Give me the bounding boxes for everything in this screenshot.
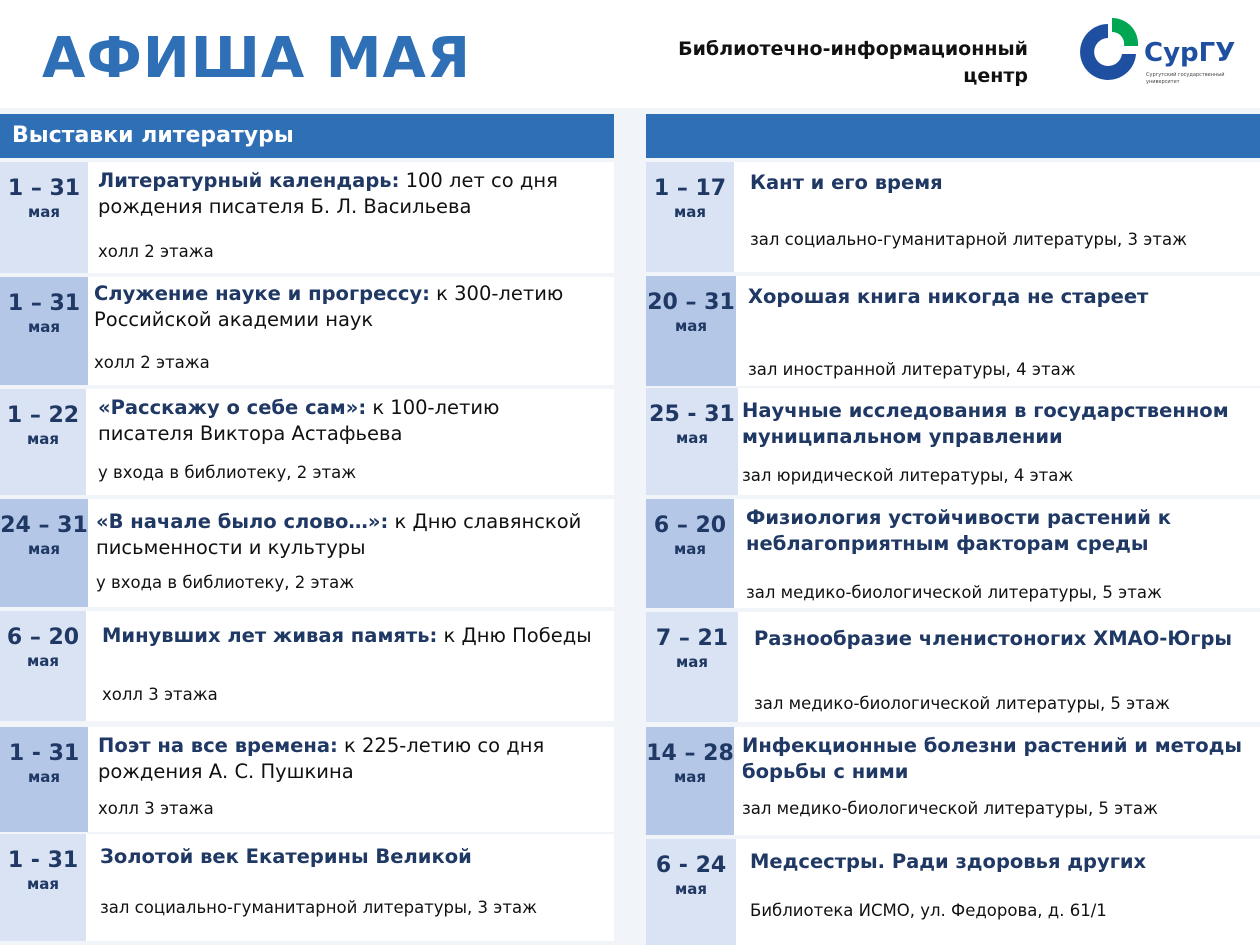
event-date-range: 14 – 28 xyxy=(646,741,734,766)
event-date xyxy=(0,389,86,495)
event-date-range: 1 – 31 xyxy=(7,176,81,201)
event-location: у входа в библиотеку, 2 этаж xyxy=(98,463,357,482)
event-content xyxy=(734,727,1260,835)
event-title xyxy=(742,733,1246,785)
event-date-range: 1 – 31 xyxy=(7,291,81,316)
event-row xyxy=(646,612,1260,722)
event-row xyxy=(646,388,1260,495)
event-date-month: мая xyxy=(673,203,706,221)
event-date-month: мая xyxy=(673,768,706,786)
event-date-month: мая xyxy=(27,540,60,558)
event-title xyxy=(748,284,1246,310)
event-location: зал социально-гуманитарной литературы, 3 этаж xyxy=(100,898,537,917)
event-row xyxy=(0,727,614,832)
event-subtitle: 100 лет со дня рождения писателя Б. Л. Васильева xyxy=(98,169,558,218)
event-date xyxy=(646,276,736,386)
event-date xyxy=(646,612,738,722)
event-subtitle: к 225-летию со дня рождения А. С. Пушкина xyxy=(98,734,545,783)
event-title-bold: Физиология устойчивости растений к неблагоприятным факторам среды xyxy=(746,506,1171,555)
event-subtitle: к 300-летию Российской академии наук xyxy=(94,282,564,331)
event-date xyxy=(646,499,734,608)
event-date-month: мая xyxy=(675,429,708,447)
event-date xyxy=(0,499,88,607)
event-date-month: мая xyxy=(27,203,60,221)
event-location: холл 3 этажа xyxy=(98,799,214,818)
event-title xyxy=(746,505,1246,557)
event-date-range: 7 – 21 xyxy=(655,626,729,651)
event-date-month: мая xyxy=(674,317,707,335)
event-content xyxy=(734,499,1260,608)
event-date-range: 6 - 24 xyxy=(655,853,727,878)
page-title: АФИША МАЯ xyxy=(42,26,471,91)
logo-subtitle: Сургутский государственный университет xyxy=(1146,72,1225,85)
event-row xyxy=(0,611,614,721)
event-title-bold: Инфекционные болезни растений и методы борьбы с ними xyxy=(742,734,1242,783)
event-row xyxy=(0,389,614,495)
event-date-range: 20 – 31 xyxy=(647,290,735,315)
event-date-month: мая xyxy=(673,540,706,558)
event-title-bold: Минувших лет живая память: xyxy=(102,624,438,647)
event-content xyxy=(736,839,1260,945)
event-row xyxy=(646,727,1260,835)
event-title-bold: «В начале было слово…»: xyxy=(96,510,389,533)
event-title-bold: Научные исследования в государственном муниципальном управлении xyxy=(742,399,1229,448)
event-title xyxy=(98,168,600,220)
event-content xyxy=(738,612,1260,722)
event-content xyxy=(738,388,1260,495)
event-date-range: 24 – 31 xyxy=(0,513,88,538)
event-title xyxy=(96,509,600,561)
event-location: зал юридической литературы, 4 этаж xyxy=(742,466,1074,485)
event-title xyxy=(102,623,600,649)
center-name-line2: центр xyxy=(963,65,1028,87)
event-location: зал медико-биологической литературы, 5 этаж xyxy=(754,694,1170,713)
event-location: зал иностранной литературы, 4 этаж xyxy=(748,360,1076,379)
event-title-bold: Золотой век Екатерины Великой xyxy=(100,845,472,868)
event-title xyxy=(750,849,1246,875)
event-location: Библиотека ИСМО, ул. Федорова, д. 61/1 xyxy=(750,901,1107,920)
event-title xyxy=(750,170,1246,196)
event-date xyxy=(0,834,86,941)
event-row xyxy=(0,499,614,607)
event-location: зал социально-гуманитарной литературы, 3 этаж xyxy=(750,230,1187,249)
event-content xyxy=(88,162,614,273)
event-date-range: 25 - 31 xyxy=(649,402,735,427)
event-content xyxy=(88,727,614,832)
event-location: холл 3 этажа xyxy=(102,685,218,704)
event-date xyxy=(646,839,736,945)
event-title-bold: Медсестры. Ради здоровья других xyxy=(750,850,1147,873)
event-location: холл 2 этажа xyxy=(98,242,214,261)
event-date xyxy=(0,277,88,385)
event-date-range: 1 - 31 xyxy=(7,848,79,873)
event-date-range: 1 – 22 xyxy=(6,403,80,428)
event-title-bold: Кант и его время xyxy=(750,171,943,194)
event-title xyxy=(100,844,600,870)
event-date xyxy=(646,727,734,835)
event-location: у входа в библиотеку, 2 этаж xyxy=(96,573,355,592)
event-date-range: 1 – 17 xyxy=(653,176,727,201)
event-date-range: 6 – 20 xyxy=(653,513,727,538)
event-location: зал медико-биологической литературы, 5 этаж xyxy=(746,583,1162,602)
event-date xyxy=(0,162,88,273)
event-content xyxy=(86,389,614,495)
event-title xyxy=(742,398,1246,450)
event-row xyxy=(0,277,614,385)
event-content xyxy=(736,276,1260,386)
event-date xyxy=(0,611,86,721)
surgu-logo xyxy=(1078,16,1238,96)
event-subtitle: к 100-летию писателя Виктора Астафьева xyxy=(98,396,500,445)
event-subtitle: к Дню Победы xyxy=(437,624,592,647)
event-date-range: 1 - 31 xyxy=(8,741,80,766)
center-name-line1: Библиотечно-информационный xyxy=(678,38,1028,60)
event-content xyxy=(88,277,614,385)
event-location: холл 2 этажа xyxy=(94,353,210,372)
event-row xyxy=(646,276,1260,386)
event-date-month: мая xyxy=(26,875,59,893)
surgu-logo-icon xyxy=(1078,16,1140,90)
event-title-bold: Поэт на все времена: xyxy=(98,734,338,757)
event-title xyxy=(754,626,1246,652)
event-title-bold: Служение науке и прогрессу: xyxy=(94,282,430,305)
library-center-name xyxy=(678,36,1028,90)
event-row xyxy=(646,499,1260,608)
event-content xyxy=(734,162,1260,272)
event-date-month: мая xyxy=(674,880,707,898)
event-content xyxy=(86,611,614,721)
event-location: зал медико-биологической литературы, 5 этаж xyxy=(742,799,1158,818)
event-title-bold: Разнообразие членистоногих ХМАО-Югры xyxy=(754,627,1233,650)
event-title-bold: «Расскажу о себе сам»: xyxy=(98,396,367,419)
event-date-month: мая xyxy=(26,652,59,670)
event-row xyxy=(646,162,1260,272)
event-date-range: 6 – 20 xyxy=(6,625,80,650)
event-date-month: мая xyxy=(27,768,60,786)
event-title xyxy=(94,281,600,333)
logo-name: СурГУ xyxy=(1144,38,1236,68)
event-subtitle: к Дню славянской письменности и культуры xyxy=(96,510,582,559)
section-header-exhibitions: Выставки литературы xyxy=(0,114,614,158)
event-row xyxy=(0,834,614,941)
event-date xyxy=(646,388,738,495)
event-title-bold: Хорошая книга никогда не стареет xyxy=(748,285,1149,308)
event-date-month: мая xyxy=(27,318,60,336)
event-content xyxy=(88,499,614,607)
event-date-month: мая xyxy=(26,430,59,448)
event-title-bold: Литературный календарь: xyxy=(98,169,400,192)
event-title xyxy=(98,395,600,447)
event-date xyxy=(0,727,88,832)
section-header-right xyxy=(646,114,1260,158)
event-content xyxy=(86,834,614,941)
event-date-month: мая xyxy=(675,653,708,671)
event-row xyxy=(0,162,614,273)
event-date xyxy=(646,162,734,272)
event-title xyxy=(98,733,600,785)
event-row xyxy=(646,839,1260,945)
